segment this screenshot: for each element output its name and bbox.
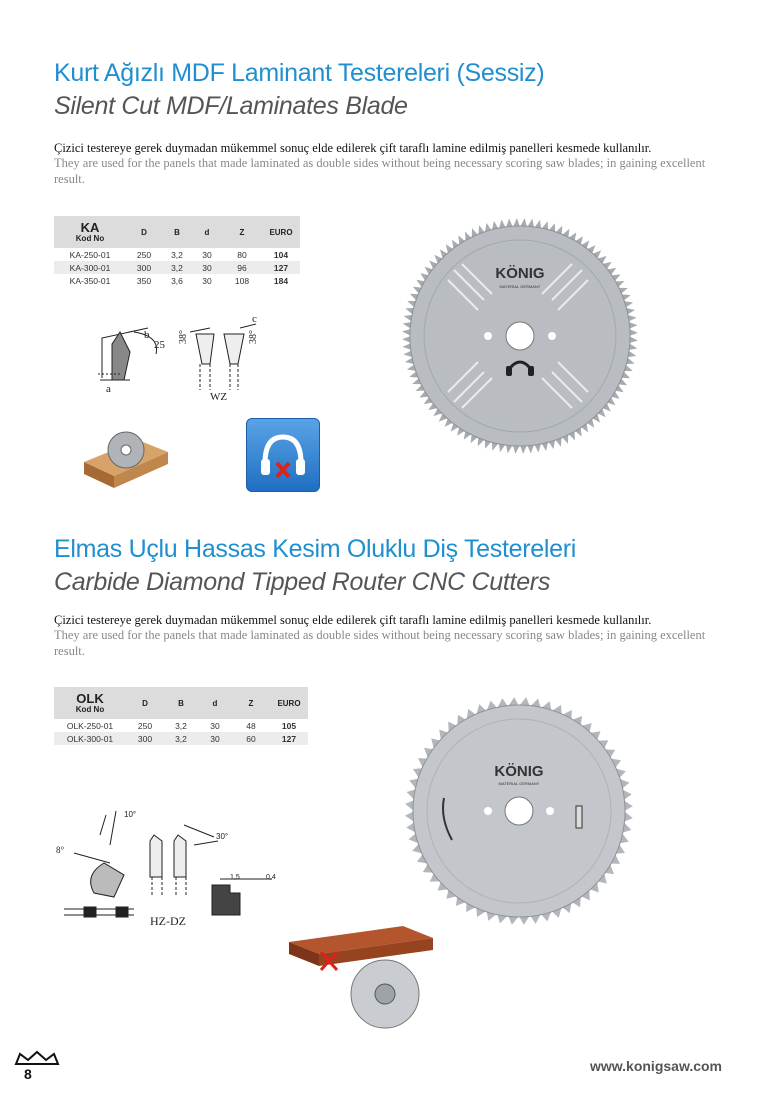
cross-icon [277, 463, 289, 477]
blade-brand: KÖNIG [494, 763, 544, 780]
column-header: D [126, 216, 162, 248]
table-row: KA-300-01 300 3,2 30 96 127 [54, 261, 300, 274]
label-25: 25 [154, 339, 165, 351]
website-link[interactable]: www.konigsaw.com [590, 1058, 722, 1074]
column-header: EURO [262, 216, 300, 248]
blade-sub: MATERIAL GERMANY [498, 781, 540, 786]
column-header: d [198, 687, 232, 719]
label-a: a [106, 383, 111, 395]
section2-spec-table [54, 687, 308, 745]
label-0-4: 0,4 [266, 874, 276, 881]
label-hz-dz: HZ-DZ [150, 914, 186, 928]
crown-logo-icon [14, 1050, 60, 1066]
section2-title-tr: Elmas Uçlu Hassas Kesim Oluklu Diş Testereleri [54, 535, 577, 563]
column-header: B [162, 216, 192, 248]
section1-title-en: Silent Cut MDF/Laminates Blade [54, 92, 408, 120]
column-header: d [192, 216, 222, 248]
section2-title-en: Carbide Diamond Tipped Router CNC Cutters [54, 568, 551, 596]
section1-desc-en: They are used for the panels that made laminated as double sides without being necessary scoring saw blades; in gaining excellent result. [54, 156, 706, 186]
table-row: KA-350-01 350 3,6 30 108 184 [69, 275, 289, 286]
code-column-header: KA Kod No [54, 216, 126, 248]
section1-title-tr: Kurt Ağızlı MDF Laminant Testereleri (Sessiz) [54, 59, 545, 87]
column-header: D [126, 687, 164, 719]
wood-cutting-illustration [78, 418, 178, 493]
page-number: 8 [24, 1066, 32, 1082]
code-column-header: OLK Kod No [54, 687, 126, 719]
label-wz: WZ [210, 391, 228, 403]
section2-desc-tr: Çizici testereye gerek duymadan mükemmel sonuç elde edilerek çift taraflı lamine edilmiş panelleri kesmede kullanılır. [54, 613, 652, 627]
tooth-geometry-diagram [90, 310, 280, 410]
column-header: B [164, 687, 198, 719]
headphones-icon [247, 419, 319, 491]
label-10deg: 10° [124, 810, 137, 819]
label-8deg: 8° [56, 845, 65, 855]
table-row: OLK-300-01 300 3,2 30 60 127 [54, 732, 308, 745]
silent-operation-icon [246, 418, 320, 492]
column-header: Z [222, 216, 262, 248]
column-header: EURO [270, 687, 308, 719]
label-b: b [144, 329, 150, 341]
saw-blade-image [396, 688, 642, 934]
saw-blade-image [392, 208, 648, 464]
label-38b: 38° [248, 330, 259, 344]
label-1-5: 1,5 [230, 874, 240, 881]
table-row: KA-250-01 250 3,2 30 80 104 [69, 249, 289, 260]
label-c: c [252, 313, 257, 325]
column-header: Z [232, 687, 270, 719]
table-row: OLK-250-01 250 3,2 30 48 105 [66, 720, 297, 731]
blade-brand: KÖNIG [495, 265, 545, 282]
plank-cutting-illustration [283, 922, 443, 1032]
blade-sub: MATERIAL GERMANY [499, 284, 541, 289]
label-38a: 38° [178, 330, 189, 344]
section1-desc-tr: Çizici testereye gerek duymadan mükemmel sonuç elde edilerek çift taraflı lamine edilmiş panelleri kesmede kullanılır. [54, 141, 652, 155]
label-30deg: 30° [216, 832, 229, 841]
section2-desc-en: They are used for the panels that made laminated as double sides without being necessary scoring saw blades; in gaining excellent result. [54, 628, 706, 658]
section1-spec-table [54, 216, 300, 287]
cutter-geometry-diagram [54, 805, 294, 930]
